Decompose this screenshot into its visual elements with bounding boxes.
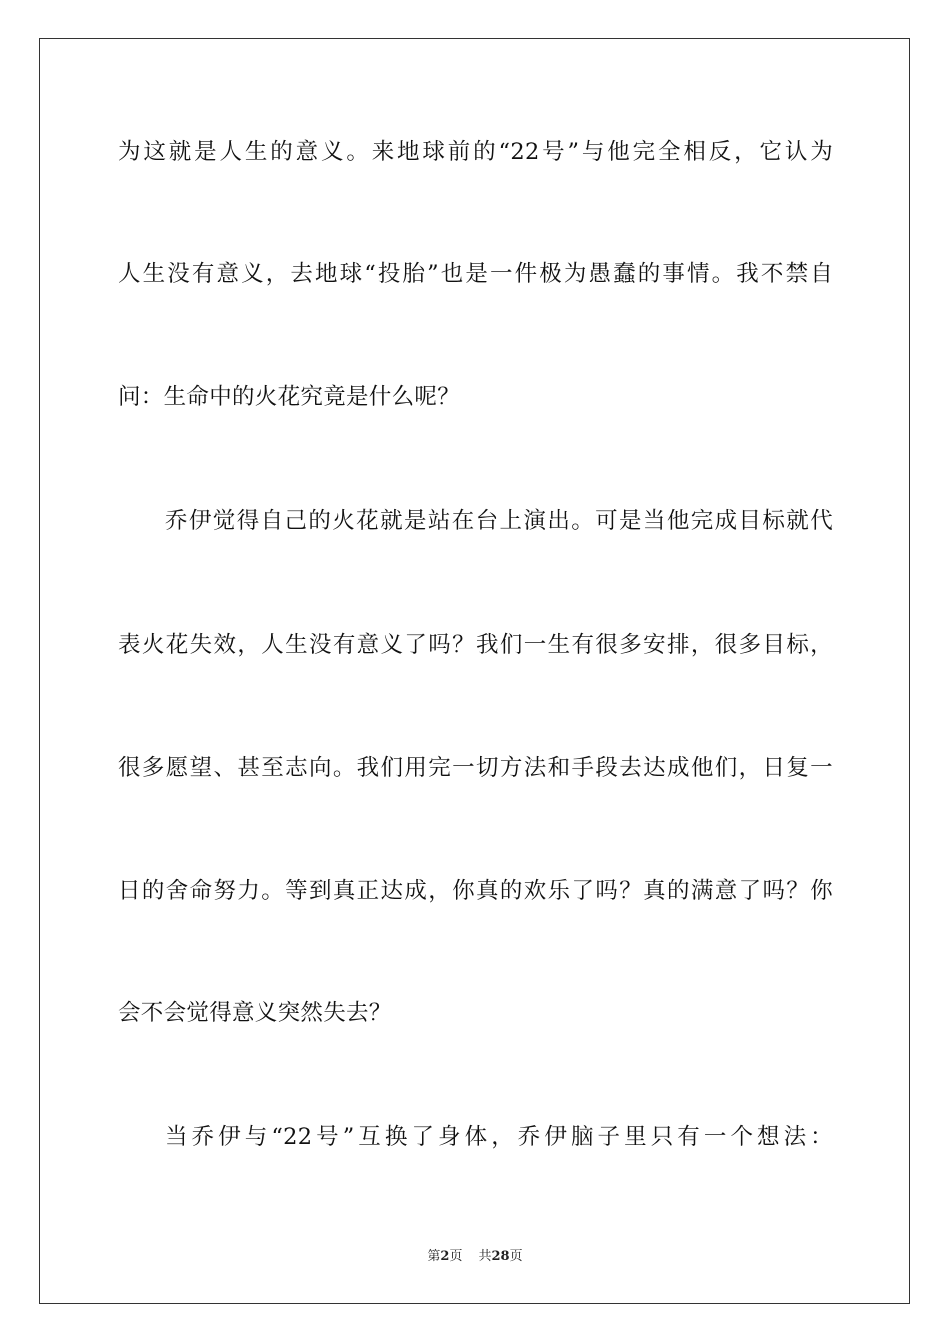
body-line-2: 人生没有意义，去地球“投胎”也是一件极为愚蠢的事情。我不禁自 (118, 261, 833, 287)
footer-page-total: 28 (491, 1249, 510, 1264)
body-line-9: 当乔伊与“22号”互换了身体，乔伊脑子里只有一个想法： (165, 1124, 833, 1150)
body-line-4: 乔伊觉得自己的火花就是站在台上演出。可是当他完成目标就代 (165, 508, 833, 534)
body-line-3: 问：生命中的火花究竟是什么呢？ (118, 384, 461, 410)
page-footer (0, 1248, 950, 1266)
body-line-8: 会不会觉得意义突然失去？ (118, 1000, 392, 1026)
body-line-1: 为这就是人生的意义。来地球前的“22号”与他完全相反，它认为 (118, 139, 833, 165)
footer-total-suffix: 页 (509, 1249, 523, 1264)
body-line-6: 很多愿望、甚至志向。我们用完一切方法和手段去达成他们，日复一 (118, 755, 833, 781)
body-line-7: 日的舍命努力。等到真正达成，你真的欢乐了吗？真的满意了吗？你 (118, 878, 833, 904)
footer-total-prefix: 共 (478, 1249, 492, 1264)
footer-page-current: 2 (440, 1249, 450, 1264)
body-line-5: 表火花失效，人生没有意义了吗？我们一生有很多安排，很多目标， (118, 632, 833, 658)
footer-page-prefix: 第 (427, 1249, 441, 1264)
footer-page-suffix: 页 (449, 1249, 463, 1264)
page-border (39, 38, 910, 1304)
